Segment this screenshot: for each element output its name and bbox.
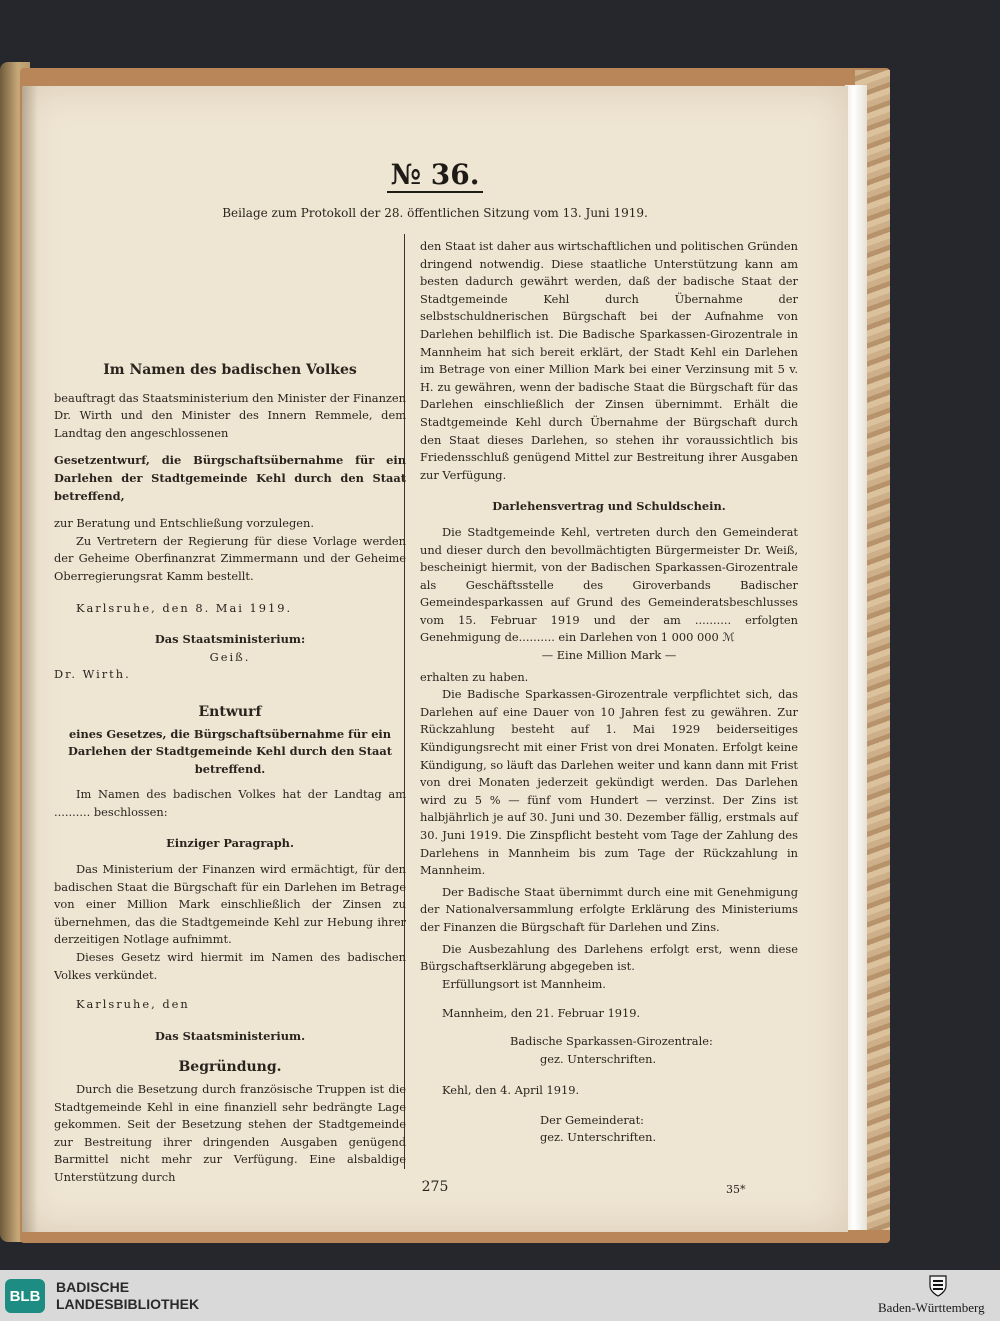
paragraph: Die Stadtgemeinde Kehl, vertreten durch den Gemeinderat und dieser durch den bevollmächtigten Bürgermeister Dr. Weiß, bescheinigt hiermit, von der Badischen Sparkassen-Girozentrale als Geschäftsstelle des Giroverbands Badischer Gemeindesparkassen auf Grund des Gemeinderatsbeschlusses vom 15. Februar 1919 und der am .......... erfolgten Genehmigung de.......... ein Darlehen von 1 000 000 ℳ <box>420 524 798 645</box>
signature-mark: 35* <box>726 1183 746 1196</box>
document-subtitle: Beilage zum Protokoll der 28. öffentlichen Sitzung vom 13. Juni 1919. <box>222 206 648 220</box>
paragraph: Im Namen des badischen Volkes hat der Landtag am .......... beschlossen: <box>54 787 406 819</box>
paragraph: Erfüllungsort ist Mannheim. <box>442 976 606 991</box>
place-date: Karlsruhe, den 8. Mai 1919. <box>76 600 293 615</box>
signature: gez. Unterschriften. <box>540 1051 657 1066</box>
ministry-label: Das Staatsministerium: <box>154 632 306 647</box>
paragraph: erhalten zu haben. <box>420 669 529 684</box>
signature: gez. Unterschriften. <box>540 1130 657 1145</box>
contract-heading: Darlehensvertrag und Schuldschein. <box>492 499 726 514</box>
paragraph: Das Ministerium der Finanzen wird ermächtigt, für den badischen Staat die Bürgschaft für ein Darlehen im Betrage von einer Million Mark einschließlich der Zinsen zu übernehmen, das die Stadtgemeinde Kehl zur Hebung ihrer derzeitigen Notlage aufnimmt. <box>54 862 406 947</box>
paragraph: Zu Vertretern der Regierung für diese Vorlage werden der Geheime Oberfinanzrat Zimmermann und der Geheime Oberregierungsrat Kamm bestellt. <box>54 533 406 583</box>
paragraph: Durch die Besetzung durch französische Truppen ist die Stadtgemeinde Kehl in eine finanziell sehr bedrängte Lage gekommen. Seit der Besetzung stehen der Stadtgemeinde zur Bestreitung ihrer dringenden Ausgaben genügend Barmittel nicht mehr zur Verfügung. Eine alsbaldige Unterstützung durch <box>54 1082 406 1184</box>
document-number: № 36. <box>22 158 848 191</box>
place-date: Karlsruhe, den <box>76 997 190 1012</box>
right-column <box>420 238 798 1147</box>
blb-logo[interactable]: BLB <box>5 1279 45 1313</box>
signer: Dr. Wirth. <box>54 667 131 682</box>
heading-entwurf: Entwurf <box>198 703 262 720</box>
bill-title: Gesetzentwurf, die Bürgschaftsübernahme für ein Darlehen der Stadtgemeinde Kehl durch den Staat betreffend, <box>54 453 406 503</box>
bill-title: eines Gesetzes, die Bürgschaftsübernahme für ein Darlehen der Stadtgemeinde Kehl durch den Staat betreffend. <box>67 726 393 776</box>
branding-bar <box>0 1270 1000 1321</box>
state-name: Baden-Württemberg <box>878 1300 985 1315</box>
signer: Geiß. <box>209 649 251 664</box>
document-page <box>22 86 848 1232</box>
amount-words: — Eine Million Mark — <box>541 648 677 663</box>
paragraph: den Staat ist daher aus wirtschaftlichen und politischen Gründen dringend notwendig. Diese staatliche Unterstützung kann am besten dadurch gewährt werden, daß der badische Staat der Stadtgemeinde Kehl durch Übernahme der selbstschuldnerischen Bürgschaft bei der Aufnahme von Darlehen behilflich ist. Die Badische Sparkassen-Girozentrale in Mannheim hat sich bereit erklärt, der Stadt Kehl ein Darlehen im Betrage von einer Million Mark bei einer Verzinsung mit 5 v. H. zu gewähren, wenn der badische Staat die Bürgschaft für das Darlehen einschließlich der Zinsen übernimmt. Erhält die Stadtgemeinde Kehl durch Übernahme der Bürgschaft durch den Staat dieses Darlehen, so stehen ihr voraussichtlich bis Friedensschluß genügend Mittel zur Bestreitung ihrer Ausgaben zur Verfügung. <box>420 239 798 482</box>
library-name[interactable]: BADISCHE LANDESBIBLIOTHEK <box>56 1279 200 1312</box>
place-date: Kehl, den 4. April 1919. <box>442 1083 580 1098</box>
paragraph: zur Beratung und Entschließung vorzulegen. <box>54 516 314 531</box>
coat-of-arms-icon <box>928 1274 948 1298</box>
organization: Badische Sparkassen-Girozentrale: <box>510 1033 713 1048</box>
heading-namen: Im Namen des badischen Volkes <box>103 362 357 378</box>
organization: Der Gemeinderat: <box>540 1112 644 1127</box>
page-stack <box>845 85 867 1230</box>
page-number: 275 <box>421 1179 449 1195</box>
paragraph-heading: Einziger Paragraph. <box>166 836 294 851</box>
heading-begruendung: Begründung. <box>178 1059 282 1076</box>
paragraph: Die Ausbezahlung des Darlehens erfolgt erst, wenn diese Bürgschaftserklärung abgegeben ist. <box>420 941 798 974</box>
place-date: Mannheim, den 21. Februar 1919. <box>442 1006 641 1021</box>
paragraph: beauftragt das Staatsministerium den Minister der Finanzen Dr. Wirth und den Minister des Innern Remmele, dem Landtag den angeschlossenen <box>54 390 406 440</box>
ministry-label: Das Staatsministerium. <box>154 1028 306 1043</box>
left-column <box>54 362 406 1187</box>
paragraph: Der Badische Staat übernimmt durch eine mit Genehmigung der Nationalversammlung erfolgte Erklärung des Ministeriums der Finanzen die Bürgschaft für Darlehen und Zins. <box>420 884 798 934</box>
paragraph: Dieses Gesetz wird hiermit im Namen des badischen Volkes verkündet. <box>54 950 406 982</box>
paragraph: Die Badische Sparkassen-Girozentrale verpflichtet sich, das Darlehen auf eine Dauer von 10 Jahren fest zu gewähren. Zur Rückzahlung besteht auf 1. Mai 1929 beiderseitiges Kündigungsrecht mit einer Frist von drei Monaten. Erfolgt keine Kündigung, so läuft das Darlehen weiter und kann dann mit Frist von drei Monaten jederzeit gekündigt werden. Das Darlehen wird zu 5 % — fünf vom Hundert — verzinst. Der Zins ist halbjährlich je auf 30. Juni und 30. Dezember fällig, erstmals auf 30. Juni 1919. Die Zinspflicht besteht vom Tage der Zahlung des Darlehens in Mannheim bis zum Tage der Rückzahlung in Mannheim. <box>420 687 798 878</box>
